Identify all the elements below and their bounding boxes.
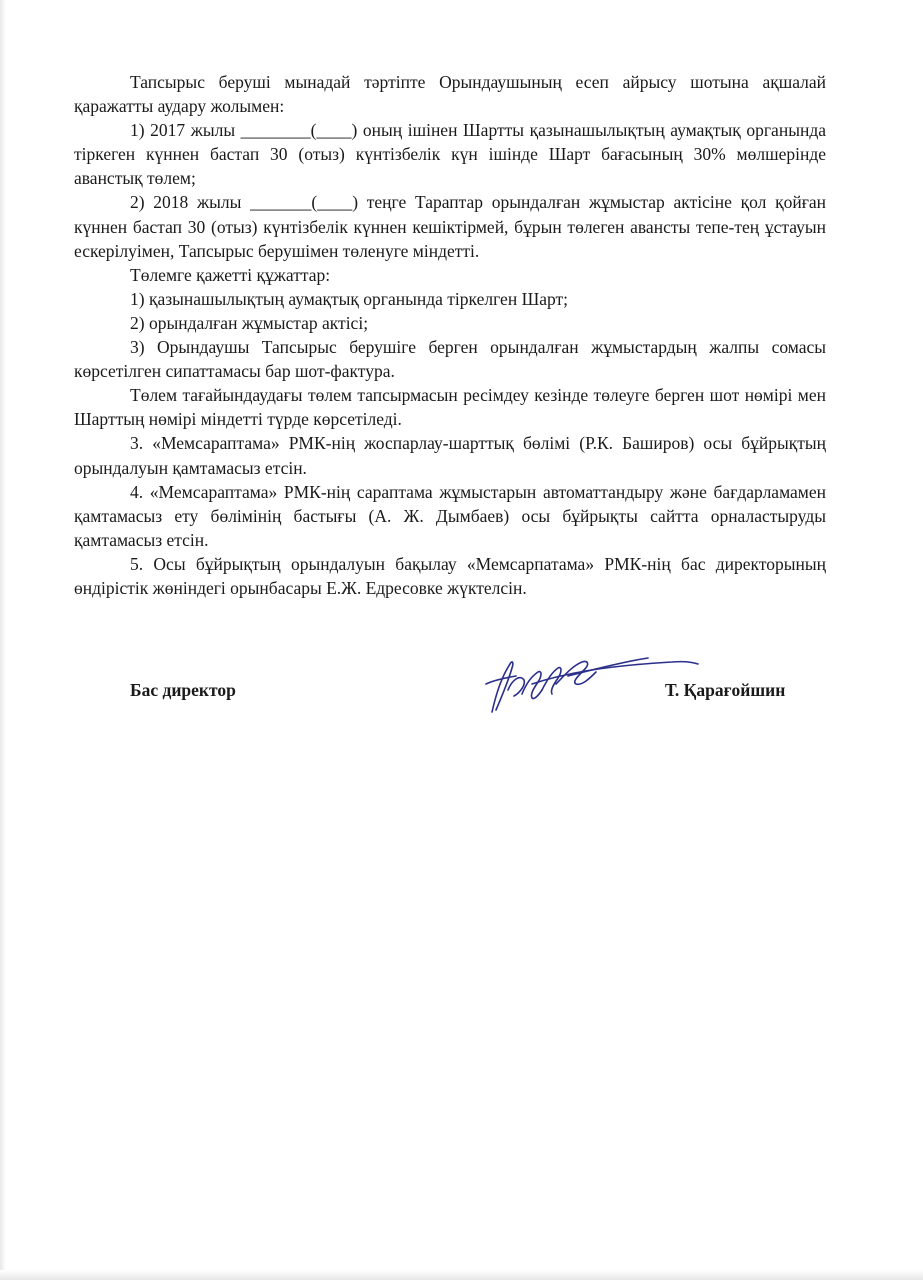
- paragraph-payment-2017: 1) 2017 жылы ________(____) оның ішінен Шартты қазынашылықтың аумақтық органында тіркеген күннен бастап 30 (отыз) күнтізбелік күн ішінде Шарт бағасының 30% мөлшерінде аванстық төлем;: [74, 120, 826, 189]
- paragraph-payment-order-note: Төлем тағайындаудағы төлем тапсырмасын ресімдеу кезінде төлеуге берген шот нөмірі мен Шарттың нөмірі міндетті түрде көрсетіледі.: [74, 385, 826, 430]
- paragraph-required-doc-1: 1) қазынашылықтың аумақтық органында тіркелген Шарт;: [130, 288, 569, 309]
- signature-block: [0, 650, 923, 730]
- paragraph-payment-2018: 2) 2018 жылы _______(____) теңге Тараптар орындалған жұмыстар актісіне қол қойған күннен бастап 30 (отыз) күнтізбелік күннен кешіктірмей, бұрын төлеген авансты тепе-тең ұстауын ескерілуімен, Тапсырыс берушімен төленуге міндетті.: [74, 192, 826, 261]
- scan-edge-bottom: [0, 1270, 923, 1280]
- paragraph-item-3: 3. «Мемсараптама» РМК-нің жоспарлау-шарттық бөлімі (Р.К. Баширов) осы бұйрықтың орындалуын қамтамасыз етсін.: [74, 433, 826, 478]
- paragraph-item-5: 5. Осы бұйрықтың орындалуын бақылау «Мемсарпатама» РМК-нің бас директорының өндірістік жөніндегі орынбасары Е.Ж. Едресовке жүктелсін.: [74, 553, 826, 598]
- signer-position: Бас директор: [130, 680, 236, 700]
- paragraph-item-4: 4. «Мемсараптама» РМК-нің сараптама жұмыстарын автоматтандыру және бағдарламамен қамтамасыз ету бөлімінің бастығы (А. Ж. Дымбаев) осы бұйрықты сайтта орналастыруды қамтамасыз етсін.: [74, 481, 826, 550]
- paragraph-required-docs-heading: Төлемге қажетті құжаттар:: [130, 264, 331, 285]
- paragraph-payment-intro: Тапсырыс беруші мынадай тәртіпте Орындаушының есеп айрысу шотына ақшалай қаражатты аудару жолымен:: [74, 72, 826, 117]
- signer-name: Т. Қарағойшин: [665, 680, 786, 700]
- paragraph-required-doc-3: 3) Орындаушы Тапсырыс берушіге берген орындалған жұмыстардың жалпы сомасы көрсетілген сипаттамасы бар шот-фактура.: [74, 337, 826, 382]
- paragraph-required-doc-2: 2) орындалған жұмыстар актісі;: [130, 312, 369, 333]
- document-body: [74, 70, 826, 600]
- scan-edge-left: [0, 0, 6, 1280]
